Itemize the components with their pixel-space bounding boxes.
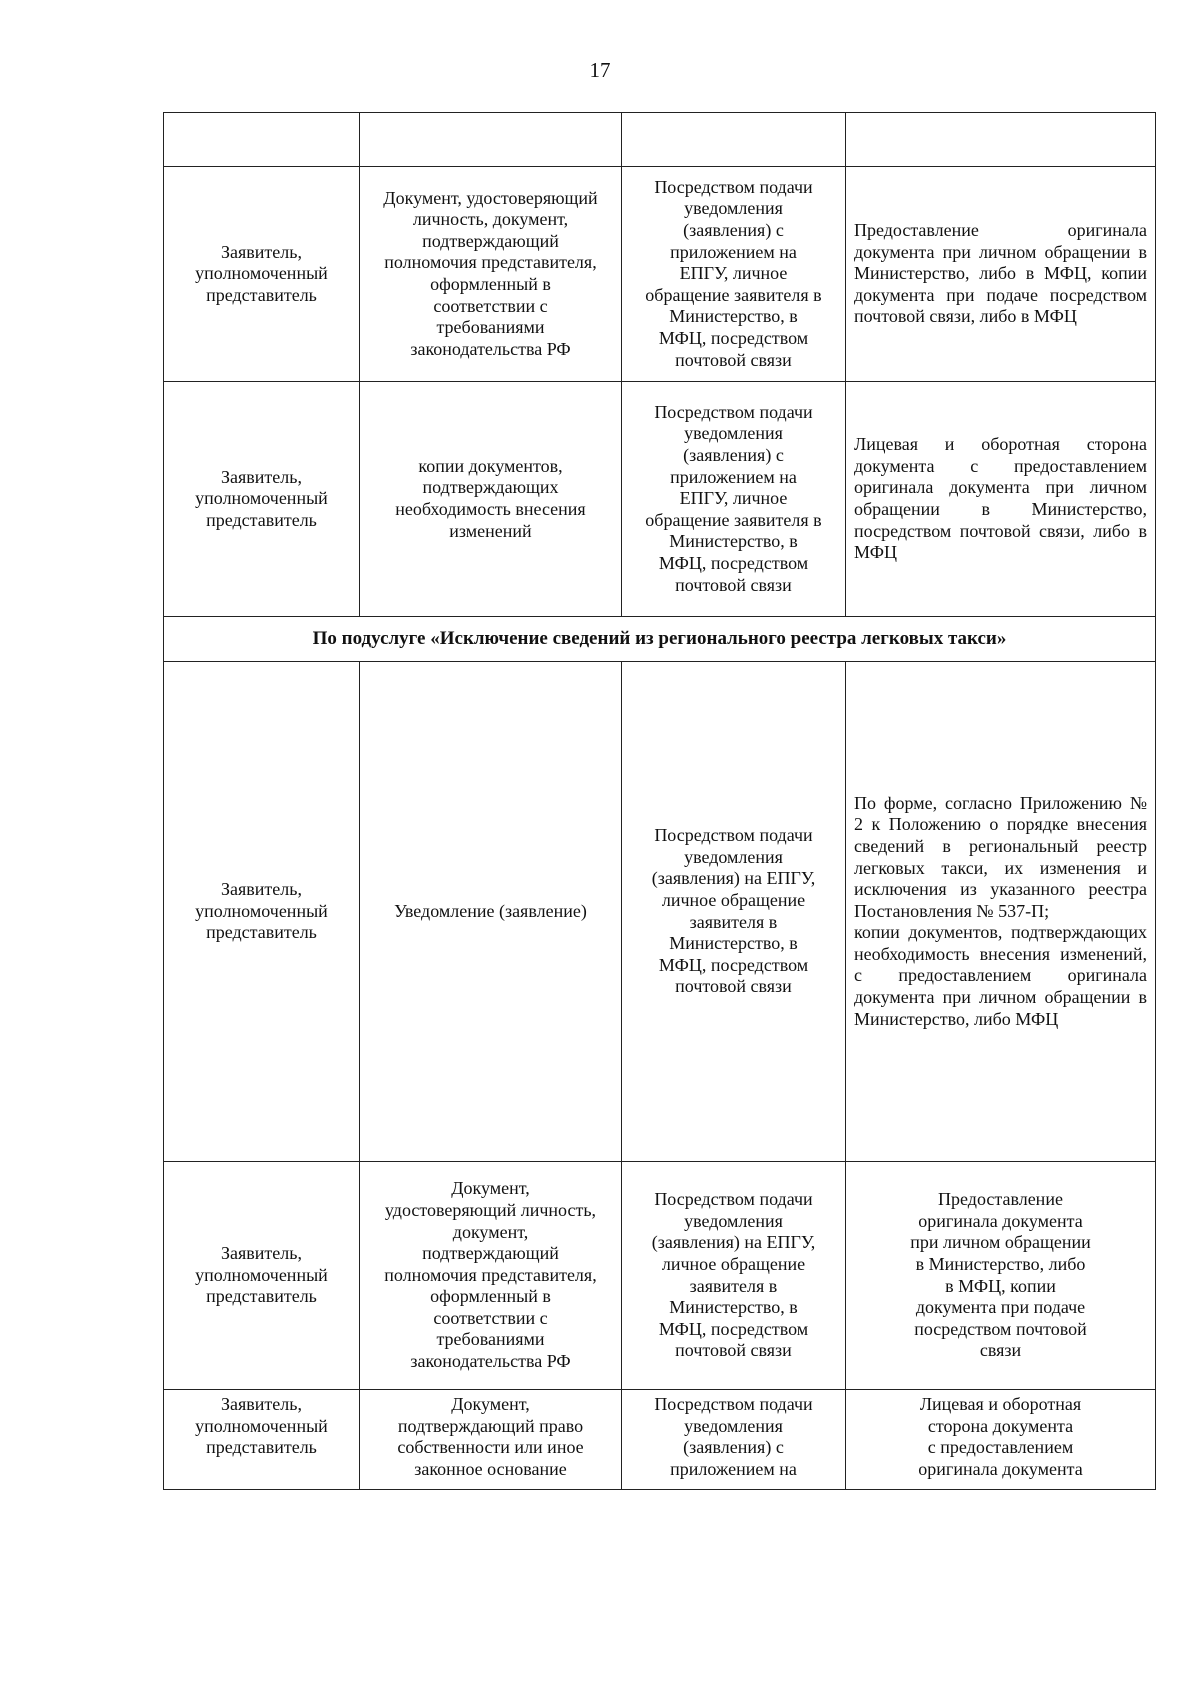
table-header-row <box>164 113 1156 167</box>
document-cell: Уведомление (заявление) <box>360 662 622 1162</box>
table-row <box>164 662 1156 1162</box>
table-row <box>164 1162 1156 1390</box>
header-cell <box>622 113 846 167</box>
applicant-cell: Заявитель, уполномоченный представитель <box>164 382 360 617</box>
applicant-cell: Заявитель, уполномоченный представитель <box>164 1162 360 1390</box>
header-cell <box>360 113 622 167</box>
page-number: 17 <box>589 58 611 82</box>
method-cell: Посредством подачи уведомления (заявления) с приложением на ЕПГУ, личное обращение заявителя в Министерство, в МФЦ, посредством почтовой связи <box>622 382 846 617</box>
section-title: По подуслуге «Исключение сведений из регионального реестра легковых такси» <box>164 617 1156 662</box>
document-cell: копии документов, подтверждающих необходимость внесения изменений <box>360 382 622 617</box>
requirement-cell: Предоставление оригинала документа при личном обращении в Министерство, либо в МФЦ, копии документа при подаче посредством почтовой связи <box>846 1162 1156 1390</box>
table-row <box>164 1390 1156 1490</box>
method-cell: Посредством подачи уведомления (заявления) с приложением на ЕПГУ, личное обращение заявителя в Министерство, в МФЦ, посредством почтовой связи <box>622 167 846 382</box>
method-cell: Посредством подачи уведомления (заявления) на ЕПГУ, личное обращение заявителя в Министерство, в МФЦ, посредством почтовой связи <box>622 1162 846 1390</box>
applicant-cell: Заявитель, уполномоченный представитель <box>164 662 360 1162</box>
applicant-cell: Заявитель, уполномоченный представитель <box>164 1390 360 1490</box>
requirement-cell: По форме, согласно Приложению № 2 к Положению о порядке внесения сведений в региональный реестр легковых такси, их изменения и исключения из указанного реестра Постановления № 537-П; копии документов, подтверждающих необходимость внесения изменений, с предоставлением оригинала документа при личном обращении в Министерство, либо МФЦ <box>846 662 1156 1162</box>
requirement-cell: Лицевая и оборотная сторона документа с предоставлением оригинала документа <box>846 1390 1156 1490</box>
requirement-cell: Лицевая и оборотная сторона документа с предоставлением оригинала документа при личном обращении в Министерство, посредством почтовой связи, либо в МФЦ <box>846 382 1156 617</box>
table-row <box>164 382 1156 617</box>
document-cell: Документ, удостоверяющий личность, документ, подтверждающий полномочия представителя, оформленный в соответствии с требованиями законодательства РФ <box>360 167 622 382</box>
method-cell: Посредством подачи уведомления (заявления) с приложением на <box>622 1390 846 1490</box>
table-row <box>164 167 1156 382</box>
header-cell <box>164 113 360 167</box>
requirement-cell: Предоставление оригинала документа при личном обращении в Министерство, либо в МФЦ, копии документа при подаче посредством почтовой связи, либо в МФЦ <box>846 167 1156 382</box>
applicant-cell: Заявитель, уполномоченный представитель <box>164 167 360 382</box>
documents-table <box>163 112 1156 1490</box>
document-cell: Документ, удостоверяющий личность, документ, подтверждающий полномочия представителя, оформленный в соответствии с требованиями законодательства РФ <box>360 1162 622 1390</box>
document-cell: Документ, подтверждающий право собственности или иное законное основание <box>360 1390 622 1490</box>
section-row <box>164 617 1156 662</box>
method-cell: Посредством подачи уведомления (заявления) на ЕПГУ, личное обращение заявителя в Министерство, в МФЦ, посредством почтовой связи <box>622 662 846 1162</box>
header-cell <box>846 113 1156 167</box>
